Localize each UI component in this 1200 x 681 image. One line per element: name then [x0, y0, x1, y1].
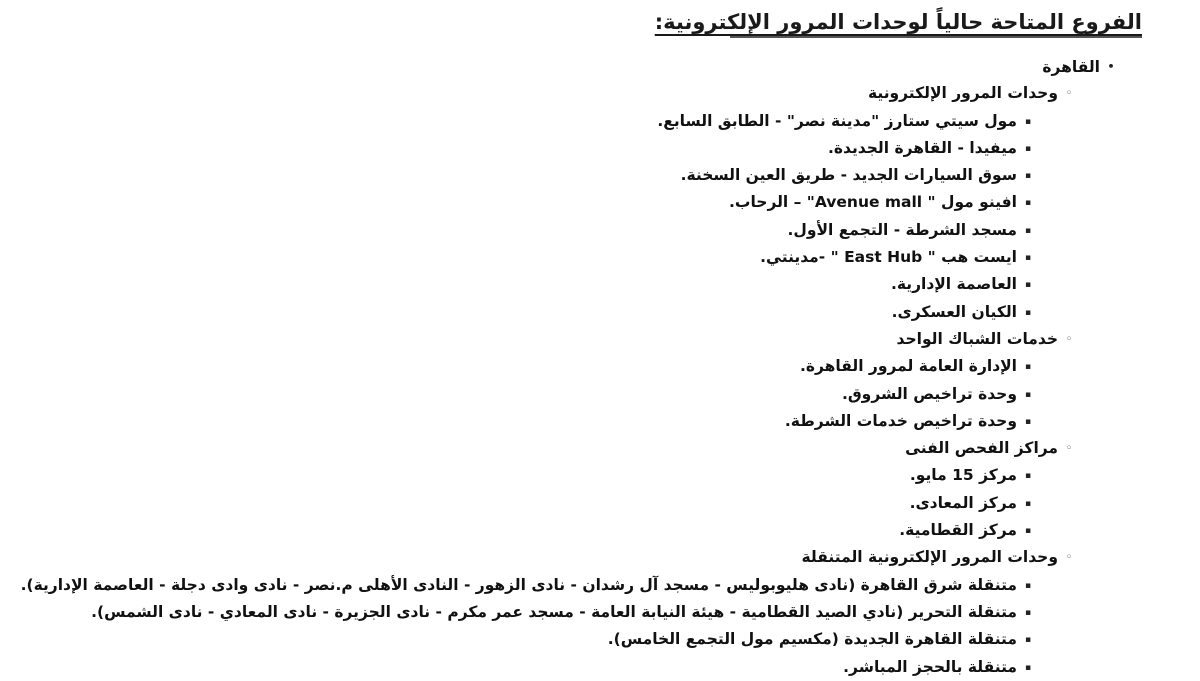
bullet-square-icon: ▪ [1024, 143, 1032, 154]
branch-item: ▪افينو مول " Avenue mall" – الرحاب. [21, 189, 1039, 216]
branch-item: ▪متنقلة شرق القاهرة (نادى هليوبوليس - مسجد آل رشدان - نادى الزهور - النادى الأهلى م.نصر - نادى وادى دجلة - العاصمة الإدارية). [21, 572, 1039, 599]
bullet-square-icon: ▪ [1024, 116, 1032, 127]
bullet-dot-icon: • [1107, 60, 1115, 73]
branch-item: ▪مسجد الشرطة - التجمع الأول. [21, 217, 1039, 244]
branch-item: ▪مركز 15 مايو. [21, 462, 1039, 489]
group-list [21, 80, 1080, 681]
page-title: الفروع المتاحة حالياً لوحدات المرور الإلكترونية: [654, 10, 1142, 34]
bullet-square-icon: ▪ [1024, 280, 1032, 291]
branch-item: ▪متنقلة بالحجز المباشر. [21, 654, 1039, 681]
group-name: خدمات الشباك الواحد [896, 329, 1058, 348]
bullet-square-icon: ▪ [1024, 471, 1032, 482]
branch-item: ▪ميفيدا - القاهرة الجديدة. [21, 135, 1039, 162]
branch-list [21, 572, 1039, 681]
bullet-square-icon: ▪ [1024, 580, 1032, 591]
branch-item: ▪الإدارة العامة لمرور القاهرة. [21, 353, 1039, 380]
branch-item: ▪مول سيتي ستارز "مدينة نصر" - الطابق السابع. [21, 108, 1039, 135]
branch-list [21, 462, 1039, 544]
bullet-square-icon: ▪ [1024, 498, 1032, 509]
branch-item: ▪سوق السيارات الجديد - طريق العين السخنة. [21, 162, 1039, 189]
group-name: وحدات المرور الإلكترونية المتنقلة [801, 548, 1058, 567]
group-item [21, 435, 1080, 544]
branch-item: ▪وحدة تراخيص خدمات الشرطة. [21, 408, 1039, 435]
bullet-square-icon: ▪ [1024, 362, 1032, 373]
bullet-square-icon: ▪ [1024, 171, 1032, 182]
bullet-circle-icon: ◦ [1065, 333, 1073, 345]
title-underline [730, 36, 1142, 38]
branch-item: ▪مركز المعادى. [21, 490, 1039, 517]
group-item [21, 80, 1080, 326]
branch-item: ▪مركز القطامية. [21, 517, 1039, 544]
bullet-square-icon: ▪ [1024, 307, 1032, 318]
branch-item: ▪العاصمة الإدارية. [21, 271, 1039, 298]
branch-item: ▪متنقلة التحرير (نادي الصيد القطامية - هيئة النيابة العامة - مسجد عمر مكرم - نادى الجزيرة - نادى المعادي - نادى الشمس). [21, 599, 1039, 626]
group-name: وحدات المرور الإلكترونية [867, 84, 1058, 103]
branch-list [21, 108, 1039, 326]
branch-item: ▪متنقلة القاهرة الجديدة (مكسيم مول التجمع الخامس). [21, 626, 1039, 653]
branch-list [21, 353, 1039, 435]
bullet-square-icon: ▪ [1024, 225, 1032, 236]
bullet-square-icon: ▪ [1024, 635, 1032, 646]
region-name: القاهرة [1042, 58, 1100, 76]
region-list [21, 54, 1122, 681]
bullet-square-icon: ▪ [1024, 526, 1032, 537]
bullet-circle-icon: ◦ [1065, 443, 1073, 455]
branch-item: ▪ايست هب " East Hub " -مدينتي. [21, 244, 1039, 271]
bullet-circle-icon: ◦ [1065, 88, 1073, 100]
bullet-square-icon: ▪ [1024, 198, 1032, 209]
group-item [21, 326, 1080, 435]
branch-item: ▪وحدة تراخيص الشروق. [21, 381, 1039, 408]
group-item [21, 544, 1080, 680]
bullet-square-icon: ▪ [1024, 416, 1032, 427]
bullet-square-icon: ▪ [1024, 253, 1032, 264]
branch-item: ▪الكيان العسكرى. [21, 299, 1039, 326]
bullet-square-icon: ▪ [1024, 389, 1032, 400]
bullet-square-icon: ▪ [1024, 662, 1032, 673]
group-name: مراكز الفحص الفنى [905, 439, 1058, 458]
bullet-circle-icon: ◦ [1065, 552, 1073, 564]
region-item [21, 54, 1122, 681]
bullet-square-icon: ▪ [1024, 607, 1032, 618]
